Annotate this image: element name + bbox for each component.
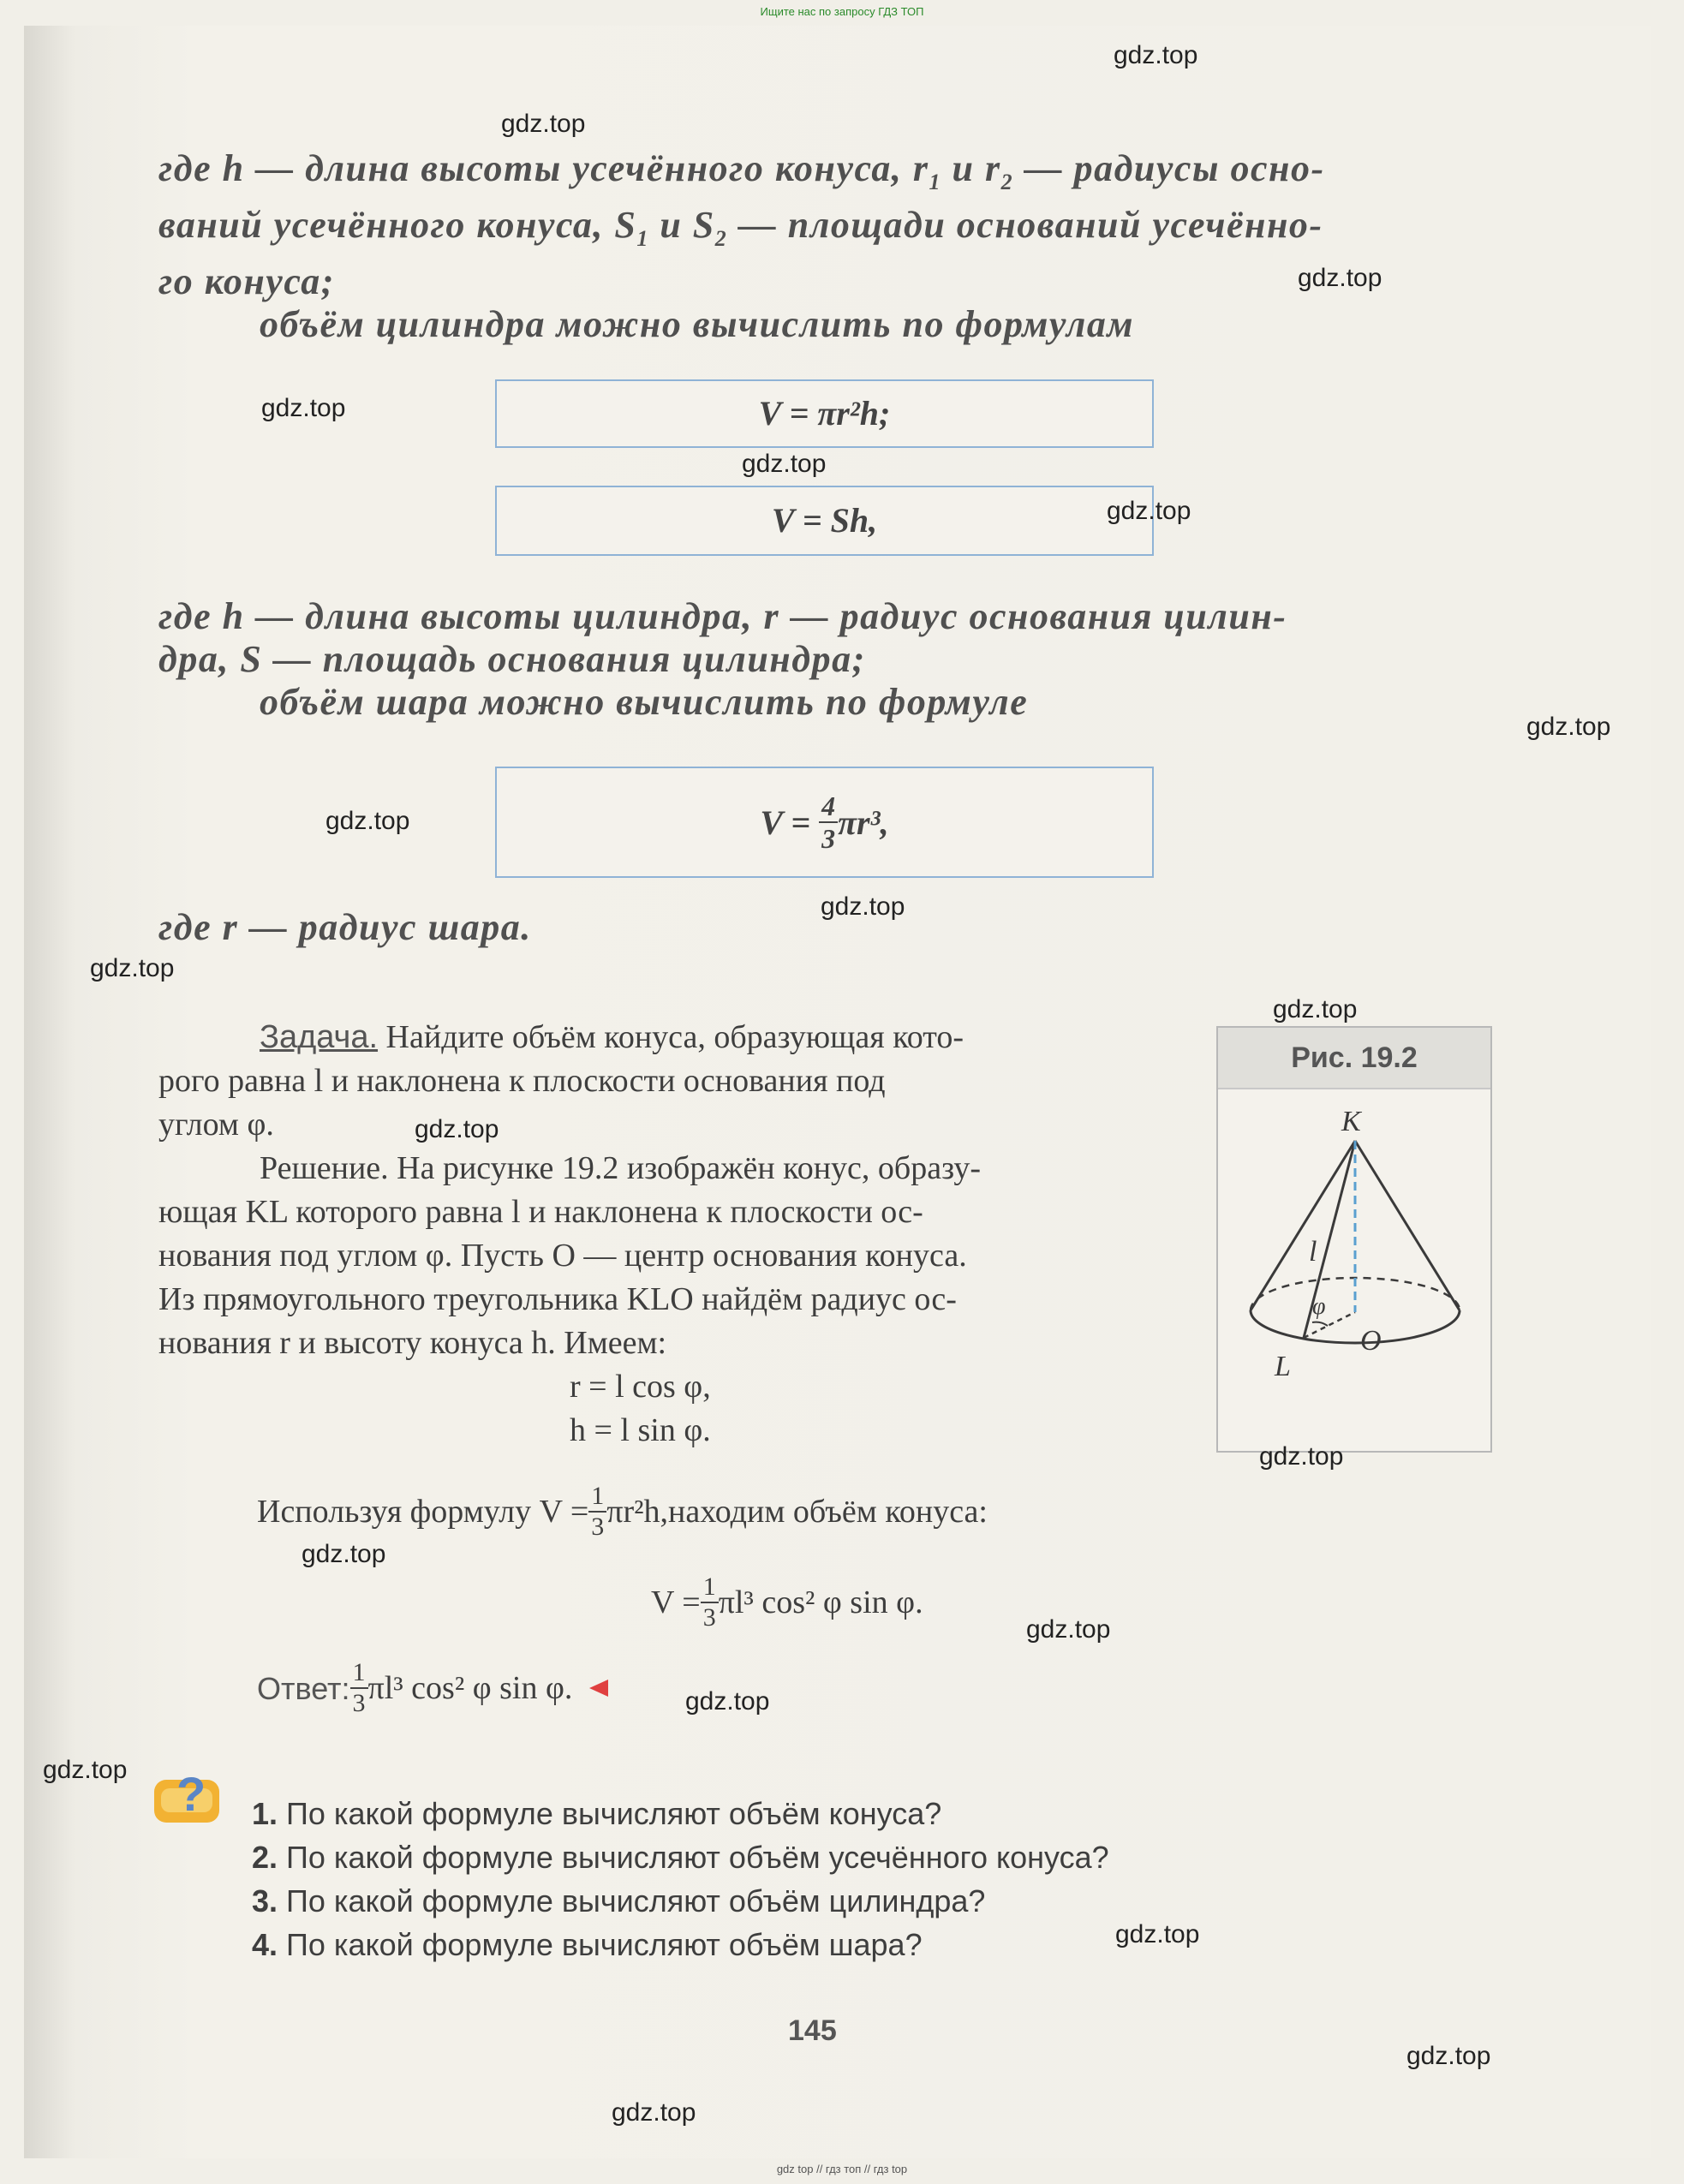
top-note: Ищите нас по запросу ГДЗ ТОП — [760, 5, 924, 18]
cone-left-generatrix — [1251, 1141, 1355, 1310]
formula-ball: V = $\frac{4}{3}$ πr³, — [495, 767, 1154, 878]
watermark: gdz.top — [1107, 497, 1191, 525]
cone-diagram — [1218, 1089, 1490, 1449]
watermark: gdz.top — [501, 110, 586, 138]
watermark: gdz.top — [1273, 995, 1358, 1023]
watermark: gdz.top — [415, 1115, 499, 1143]
formula-cylinder-2: V = Sh, — [495, 486, 1154, 556]
watermark: gdz.top — [821, 892, 905, 921]
task-label: Задача. — [260, 1019, 379, 1055]
cone-radius-lo — [1304, 1312, 1355, 1338]
label-phi: φ — [1312, 1293, 1326, 1320]
watermark: gdz.top — [325, 807, 410, 835]
end-of-solution-marker-icon — [588, 1678, 610, 1698]
watermark: gdz.top — [43, 1756, 128, 1784]
watermark: gdz.top — [1114, 41, 1198, 69]
watermark: gdz.top — [90, 954, 175, 982]
question-item: 1. По какой формуле вычисляют объём конуса? — [252, 1796, 942, 1831]
svg-text:?: ? — [176, 1767, 206, 1821]
bottom-note: gdz top // гдз топ // гдз top — [776, 2163, 908, 2175]
figure-19-2 — [1216, 1026, 1492, 1453]
answer-line: Ответ: $\frac{1}{3}$ πl³ cos² φ sin φ. — [257, 1660, 610, 1716]
watermark: gdz.top — [612, 2098, 696, 2127]
figure-caption: Рис. 19.2 — [1218, 1028, 1490, 1089]
label-l-point: L — [1275, 1351, 1291, 1382]
questions-list — [252, 1792, 1109, 1966]
watermark: gdz.top — [302, 1540, 386, 1568]
watermark: gdz.top — [1298, 264, 1382, 292]
label-k: K — [1341, 1106, 1361, 1137]
question-item: 3. По какой формуле вычисляют объём цилиндра? — [252, 1883, 986, 1918]
label-l-length: l — [1309, 1236, 1317, 1268]
paragraph-frustum: где h — длина высоты усечённого конуса, $r_1$ и $r_2$ — радиусы осно- ваний усечённого конуса, $S_1$ и $S_2$ — площади оснований усечённо- го конуса; объём цилиндра можно вычислить по формулам — [158, 147, 1325, 345]
task-block: Задача. Найдите объём конуса, образующая кото- рого равна l и наклонена к плоскости основания под углом φ. Решение. На рисунке 19.2 изображён конус, образу- ющая KL которого равна l и наклонена к плоскости ос- нования под углом φ. Пусть O — центр основания конуса. Из прямоугольного треугольника KLO найдём радиус ос- нования r и высоту конуса h. Имеем: r = l cos φ, h = l sin φ. — [158, 1019, 981, 1448]
watermark: gdz.top — [1526, 713, 1611, 741]
paragraph-cylinder: где h — длина высоты цилиндра, r — радиус основания цилин- дра, S — площадь основания цилиндра; объём шара можно вычислить по формуле — [158, 595, 1287, 723]
question-item: 2. По какой формуле вычисляют объём усечённого конуса? — [252, 1840, 1109, 1875]
question-item: 4. По какой формуле вычисляют объём шара? — [252, 1927, 923, 1962]
watermark: gdz.top — [1259, 1442, 1344, 1471]
angle-phi-arc — [1312, 1322, 1328, 1326]
watermark: gdz.top — [1026, 1615, 1111, 1644]
watermark: gdz.top — [1115, 1920, 1200, 1948]
watermark: gdz.top — [1406, 2042, 1491, 2070]
formula-cylinder-1: V = πr²h; — [495, 379, 1154, 448]
paragraph-ball: где r — радиус шара. — [158, 906, 532, 948]
cone-base-front-arc — [1251, 1310, 1460, 1343]
watermark: gdz.top — [685, 1687, 770, 1716]
cone-right-generatrix — [1355, 1141, 1460, 1310]
question-icon — [152, 1763, 221, 1831]
formula-usage-line: Используя формулу V = $\frac{1}{3}$ πr²h, находим объём конуса: — [257, 1482, 988, 1541]
page-number: 145 — [788, 2014, 837, 2047]
label-o: O — [1360, 1325, 1382, 1357]
watermark: gdz.top — [261, 394, 346, 422]
result-formula: V = $\frac{1}{3}$ πl³ cos² φ sin φ. — [651, 1572, 923, 1632]
watermark: gdz.top — [742, 450, 827, 478]
